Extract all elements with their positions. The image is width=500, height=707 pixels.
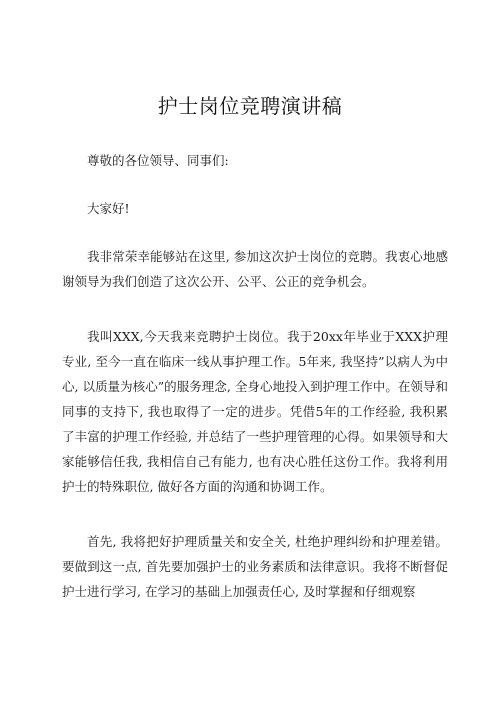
paragraph: 首先, 我将把好护理质量关和安全关, 杜绝护理纠纷和护理差错。要做到这一点, 首先要加强护士的业务素质和法律意识。我将不断督促护士进行学习, 在学习的基础上加强责任心, 及时掌握和仔细观察 [62,534,448,599]
paragraph: 我叫XXX,今天我来竞聘护士岗位。我于20xx年毕业于XXX护理专业, 至今一直在临床一线从事护理工作。5年来, 我坚持”以病人为中心, 以质量为核心”的服务理念, 全身心地投入到护理工作中。在领导和同事的支持下, 我也取得了一定的进步。凭借5年的工作经验, 我积累了丰富的护理工作经验, 并总结了一些护理管理的心得。如果领导和大家能够信任我, 我相信自己有能力, 也有决心胜任这份工作。我将利用护士的特殊职位, 做好各方面的沟通和协调工作。 [62,329,448,494]
document-title: 护士岗位竞聘演讲稿 [157,94,343,118]
salutation: 尊敬的各位领导、同事们: [87,153,229,168]
greeting: 大家好! [87,201,130,216]
paragraph: 我非常荣幸能够站在这里, 参加这次护士岗位的竞聘。我衷心地感谢领导为我们创造了这次公开、公平、公正的竞争机会。 [62,249,448,289]
document-body [62,148,448,604]
